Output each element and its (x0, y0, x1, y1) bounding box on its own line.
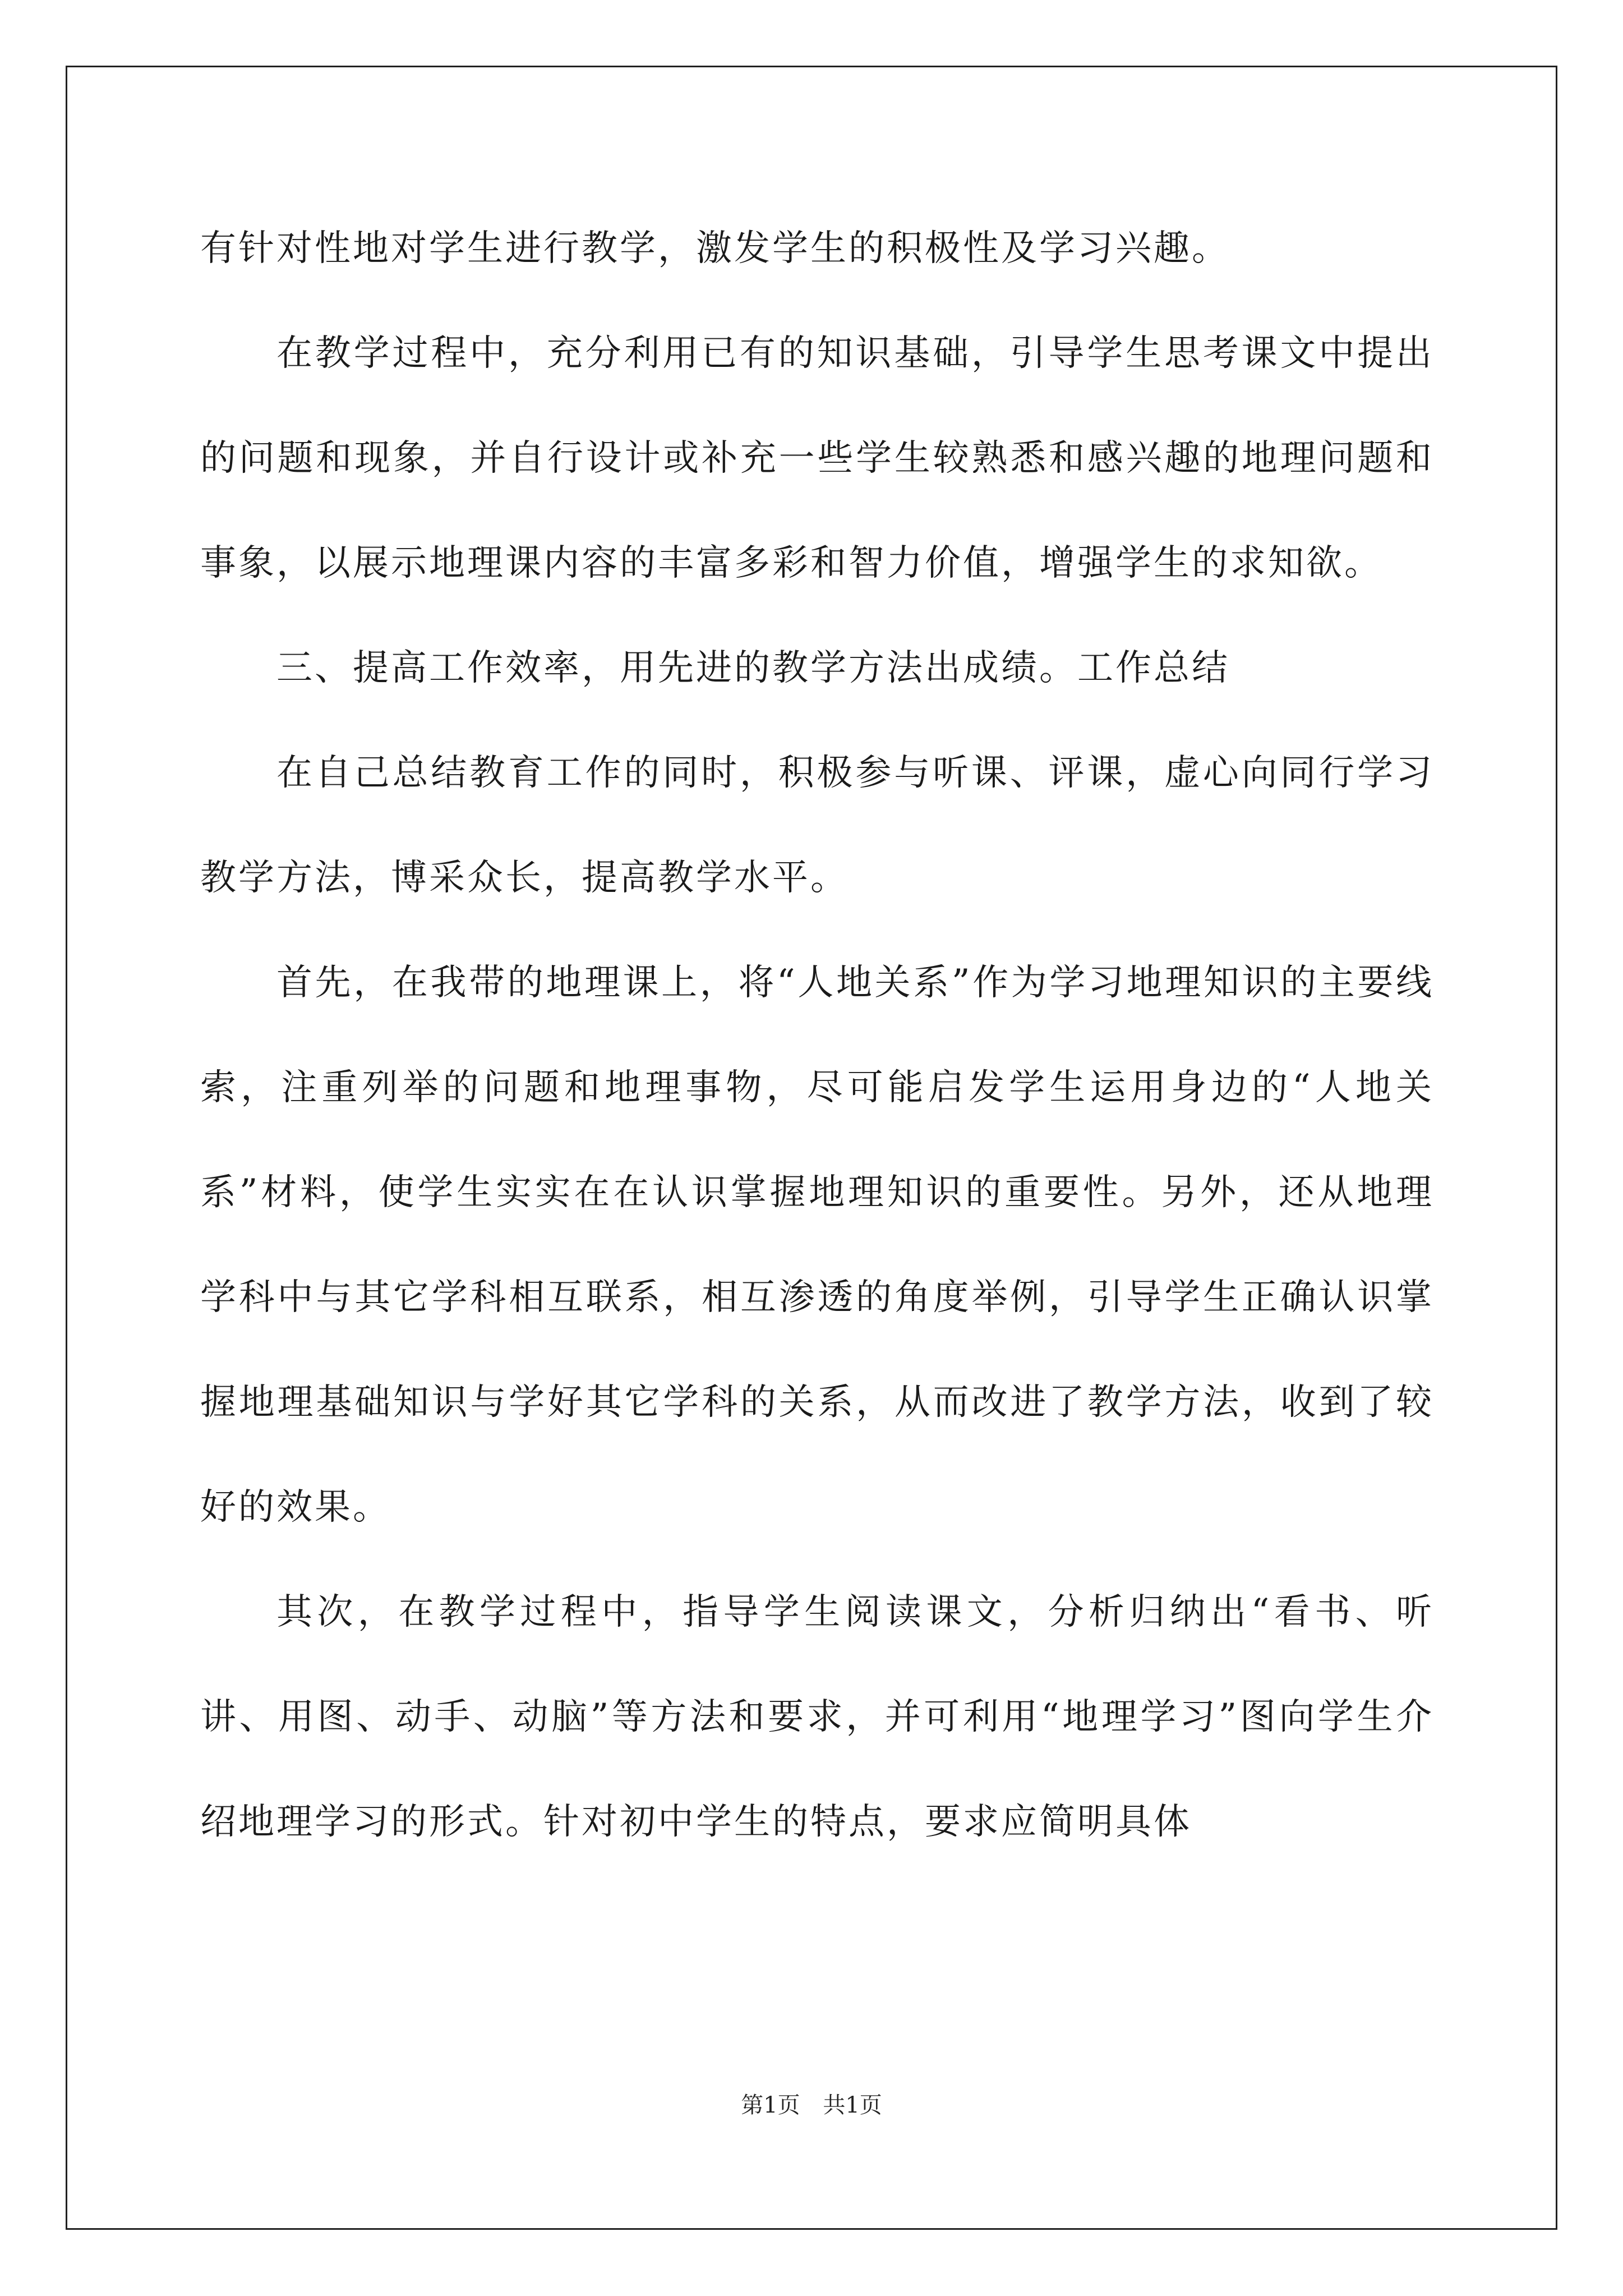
paragraph-6: 其次，在教学过程中，指导学生阅读课文，分析归纳出“看书、听讲、用图、动手、动脑”等方法和要求，并可利用“地理学习”图向学生介绍地理学习的形式。针对初中学生的特点，要求应简明具体 (200, 1591, 1434, 1843)
page-footer (0, 2090, 1623, 2121)
paragraph-3-heading: 三、提高工作效率，用先进的教学方法出成绩。工作总结 (276, 647, 1230, 689)
page-number: 第1页 (741, 2092, 800, 2118)
paragraph-4: 在自己总结教育工作的同时，积极参与听课、评课，虚心向同行学习教学方法，博采众长，提高教学水平。 (200, 752, 1434, 899)
paragraph-1: 有针对性地对学生进行教学，激发学生的积极性及学习兴趣。 (200, 228, 1230, 269)
document-body (200, 196, 1434, 1875)
paragraph-5: 首先，在我带的地理课上，将“人地关系”作为学习地理知识的主要线索，注重列举的问题和地理事物，尽可能启发学生运用身边的“人地关系”材料，使学生实实在在认识掌握地理知识的重要性。另外，还从地理学科中与其它学科相互联系，相互渗透的角度举例，引导学生正确认识掌握地理基础知识与学好其它学科的关系，从而改进了教学方法，收到了较好的效果。 (200, 962, 1434, 1528)
page-total: 共1页 (823, 2092, 882, 2118)
paragraph-2: 在教学过程中，充分利用已有的知识基础，引导学生思考课文中提出的问题和现象，并自行设计或补充一些学生较熟悉和感兴趣的地理问题和事象，以展示地理课内容的丰富多彩和智力价值，增强学生的求知欲。 (200, 333, 1434, 584)
